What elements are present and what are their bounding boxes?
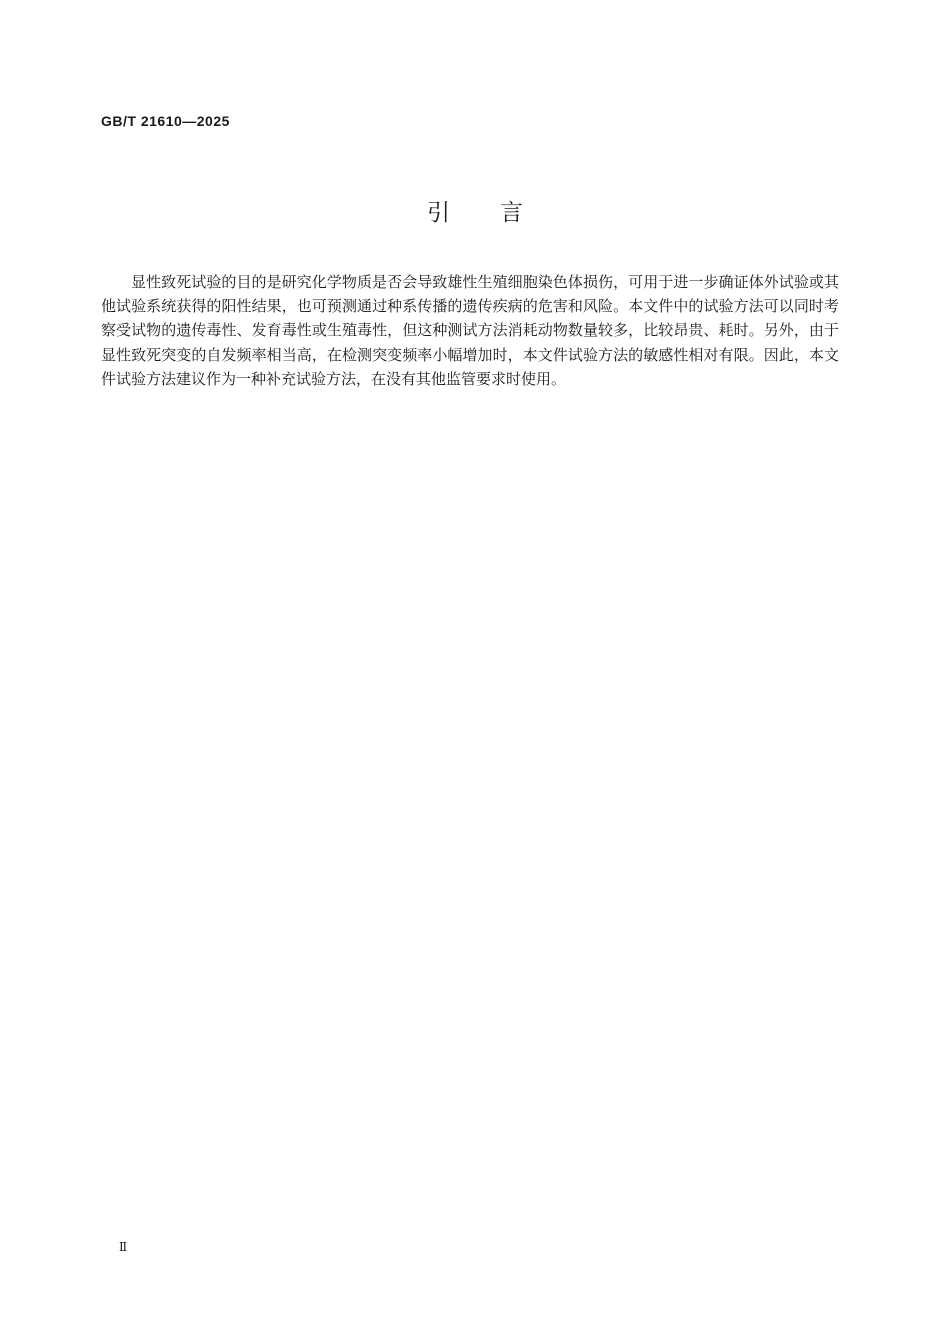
introduction-paragraph: 显性致死试验的目的是研究化学物质是否会导致雄性生殖细胞染色体损伤，可用于进一步确证体外试验或其他试验系统获得的阳性结果，也可预测通过种系传播的遗传疾病的危害和风险。本文件中的试验方法可以同时考察受试物的遗传毒性、发育毒性或生殖毒性，但这种测试方法消耗动物数量较多，比较昂贵、耗时。另外，由于显性致死突变的自发频率相当高，在检测突变频率小幅增加时，本文件试验方法的敏感性相对有限。因此，本文件试验方法建议作为一种补充试验方法，在没有其他监管要求时使用。 <box>101 273 839 388</box>
page-title <box>0 194 950 227</box>
standard-number: GB/T 21610—2025 <box>101 113 230 129</box>
page-number: Ⅱ <box>119 1240 128 1254</box>
title-char-2: 言 <box>500 200 523 226</box>
title-char-1: 引 <box>427 200 450 226</box>
